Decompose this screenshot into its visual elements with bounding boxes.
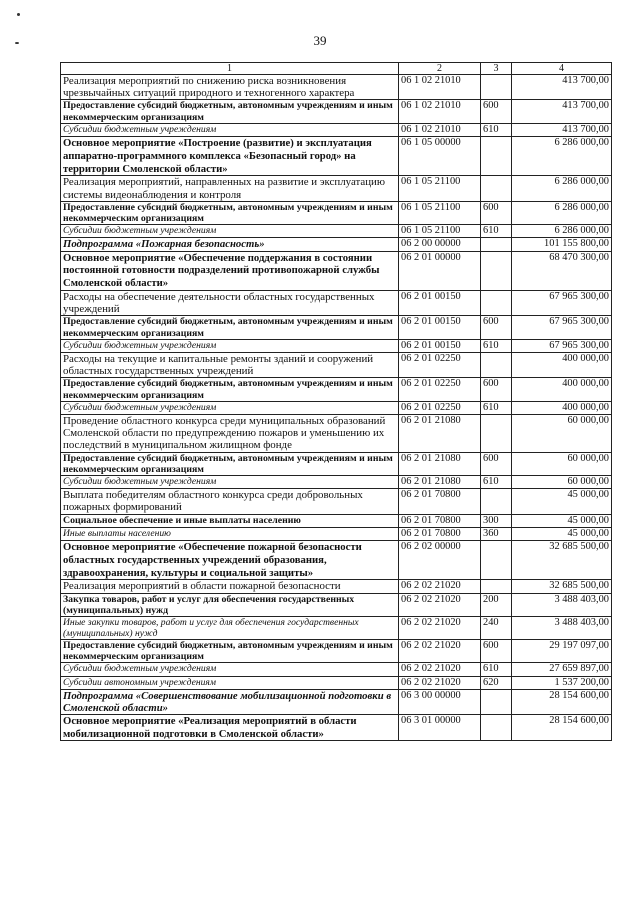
row-sum-cell: 400 000,00 [512,353,612,378]
table-row [61,238,612,251]
row-sum-cell: 6 286 000,00 [512,225,612,238]
table-row [61,452,612,475]
table-row [61,353,612,378]
row-sum-cell: 32 685 500,00 [512,580,612,593]
row-name-cell: Субсидии бюджетным учреждениям [61,663,399,676]
scan-speck [15,42,19,44]
row-code-cell: 06 2 01 00150 [399,291,481,316]
row-code-cell: 06 2 02 21020 [399,663,481,676]
table-row [61,225,612,238]
row-code-cell: 06 2 01 70800 [399,489,481,514]
row-type-cell: 600 [481,640,512,663]
row-name-cell: Субсидии бюджетным учреждениям [61,401,399,414]
row-type-cell: 360 [481,527,512,540]
row-code-cell: 06 2 01 70800 [399,527,481,540]
row-name-cell: Предоставление субсидий бюджетным, автономным учреждениям и иным некоммерческим организациям [61,378,399,401]
row-code-cell: 06 1 05 00000 [399,137,481,176]
row-name-cell: Предоставление субсидий бюджетным, автономным учреждениям и иным некоммерческим организациям [61,316,399,339]
row-code-cell: 06 2 02 21020 [399,676,481,689]
table-row [61,663,612,676]
row-sum-cell: 45 000,00 [512,527,612,540]
row-code-cell: 06 3 00 00000 [399,689,481,714]
row-name-cell: Предоставление субсидий бюджетным, автономным учреждениям и иным некоммерческим организациям [61,452,399,475]
table-row [61,476,612,489]
row-type-cell: 610 [481,225,512,238]
row-sum-cell: 400 000,00 [512,401,612,414]
row-sum-cell: 28 154 600,00 [512,714,612,741]
row-name-cell: Субсидии бюджетным учреждениям [61,225,399,238]
table-row [61,541,612,580]
row-code-cell: 06 2 01 02250 [399,401,481,414]
row-type-cell [481,291,512,316]
column-header-type: 3 [481,63,512,75]
row-name-cell: Расходы на обеспечение деятельности областных государственных учреждений [61,291,399,316]
table-row [61,401,612,414]
row-code-cell: 06 2 02 00000 [399,541,481,580]
row-code-cell: 06 2 02 21020 [399,593,481,616]
row-name-cell: Иные закупки товаров, работ и услуг для обеспечения государственных (муниципальных) нужд [61,617,399,640]
row-code-cell: 06 1 05 21100 [399,201,481,224]
row-name-cell: Основное мероприятие «Построение (развитие) и эксплуатация аппаратно-программного комплекса «Безопасный город» на территории Смоленской области» [61,137,399,176]
row-type-cell: 610 [481,401,512,414]
row-type-cell [481,489,512,514]
row-type-cell: 600 [481,452,512,475]
row-sum-cell: 45 000,00 [512,514,612,527]
row-name-cell: Проведение областного конкурса среди муниципальных образований Смоленской области по предупреждению пожаров и уменьшению их последствий в муниципальном жилищном фонде [61,415,399,453]
row-type-cell: 610 [481,663,512,676]
table-header-row [61,63,612,75]
row-code-cell: 06 2 02 21020 [399,640,481,663]
row-name-cell: Предоставление субсидий бюджетным, автономным учреждениям и иным некоммерческим организациям [61,640,399,663]
table-row [61,201,612,224]
table-row [61,489,612,514]
row-name-cell: Предоставление субсидий бюджетным, автономным учреждениям и иным некоммерческим организациям [61,100,399,123]
row-name-cell: Подпрограмма «Пожарная безопасность» [61,238,399,251]
table-row [61,580,612,593]
row-sum-cell: 67 965 300,00 [512,291,612,316]
row-sum-cell: 413 700,00 [512,100,612,123]
row-code-cell: 06 2 01 02250 [399,353,481,378]
scan-speck [17,13,20,16]
row-type-cell [481,251,512,290]
row-name-cell: Реализация мероприятий, направленных на развитие и эксплуатацию системы видеонаблюдения и контроля [61,176,399,201]
row-name-cell: Основное мероприятие «Обеспечение поддержания в состоянии постоянной готовности подразделений противопожарной службы Смоленской области» [61,251,399,290]
row-sum-cell: 60 000,00 [512,415,612,453]
row-type-cell: 620 [481,676,512,689]
row-code-cell: 06 2 01 00150 [399,316,481,339]
row-name-cell: Иные выплаты населению [61,527,399,540]
row-name-cell: Закупка товаров, работ и услуг для обеспечения государственных (муниципальных) нужд [61,593,399,616]
row-sum-cell: 400 000,00 [512,378,612,401]
table-row [61,378,612,401]
row-type-cell [481,580,512,593]
row-name-cell: Основное мероприятие «Реализация мероприятий в области мобилизационной подготовки в Смоленской области» [61,714,399,741]
row-type-cell: 600 [481,201,512,224]
row-type-cell [481,353,512,378]
row-name-cell: Социальное обеспечение и иные выплаты населению [61,514,399,527]
table-row [61,714,612,741]
row-code-cell: 06 2 00 00000 [399,238,481,251]
table-row [61,593,612,616]
row-code-cell: 06 3 01 00000 [399,714,481,741]
table-row [61,75,612,100]
table-row [61,100,612,123]
row-type-cell [481,689,512,714]
row-sum-cell: 67 965 300,00 [512,316,612,339]
row-code-cell: 06 1 05 21100 [399,176,481,201]
row-type-cell [481,714,512,741]
row-sum-cell: 413 700,00 [512,75,612,100]
row-sum-cell: 32 685 500,00 [512,541,612,580]
row-sum-cell: 60 000,00 [512,476,612,489]
row-type-cell [481,75,512,100]
column-header-sum: 4 [512,63,612,75]
table-row [61,339,612,352]
row-sum-cell: 28 154 600,00 [512,689,612,714]
row-code-cell: 06 1 02 21010 [399,75,481,100]
table-row [61,689,612,714]
row-type-cell: 600 [481,378,512,401]
table-row [61,415,612,453]
table-row [61,137,612,176]
row-type-cell [481,541,512,580]
row-sum-cell: 6 286 000,00 [512,176,612,201]
row-code-cell: 06 2 01 21080 [399,476,481,489]
row-sum-cell: 6 286 000,00 [512,137,612,176]
row-type-cell: 610 [481,339,512,352]
row-sum-cell: 413 700,00 [512,123,612,136]
row-name-cell: Расходы на текущие и капитальные ремонты зданий и сооружений областных государственных учреждений [61,353,399,378]
row-code-cell: 06 2 01 02250 [399,378,481,401]
row-name-cell: Выплата победителям областного конкурса среди добровольных пожарных формирований [61,489,399,514]
column-header-name: 1 [61,63,399,75]
row-sum-cell: 45 000,00 [512,489,612,514]
row-sum-cell: 68 470 300,00 [512,251,612,290]
row-name-cell: Реализация мероприятий по снижению риска возникновения чрезвычайных ситуаций природного и техногенного характера [61,75,399,100]
row-name-cell: Субсидии автономным учреждениям [61,676,399,689]
row-code-cell: 06 2 02 21020 [399,580,481,593]
table-row [61,640,612,663]
row-name-cell: Субсидии бюджетным учреждениям [61,476,399,489]
table-row [61,251,612,290]
row-code-cell: 06 2 01 21080 [399,452,481,475]
row-code-cell: 06 2 01 00150 [399,339,481,352]
row-type-cell: 200 [481,593,512,616]
table-row [61,617,612,640]
row-code-cell: 06 2 01 70800 [399,514,481,527]
table-row [61,291,612,316]
row-sum-cell: 29 197 097,00 [512,640,612,663]
row-sum-cell: 101 155 800,00 [512,238,612,251]
row-sum-cell: 6 286 000,00 [512,201,612,224]
table-row [61,676,612,689]
table-row [61,316,612,339]
row-code-cell: 06 2 02 21020 [399,617,481,640]
page-number: 39 [313,33,327,48]
row-type-cell: 610 [481,476,512,489]
row-sum-cell: 27 659 897,00 [512,663,612,676]
row-sum-cell: 3 488 403,00 [512,593,612,616]
row-type-cell: 240 [481,617,512,640]
row-name-cell: Реализация мероприятий в области пожарной безопасности [61,580,399,593]
row-code-cell: 06 2 01 00000 [399,251,481,290]
row-type-cell [481,176,512,201]
row-type-cell [481,137,512,176]
row-sum-cell: 3 488 403,00 [512,617,612,640]
row-name-cell: Субсидии бюджетным учреждениям [61,339,399,352]
row-type-cell: 600 [481,100,512,123]
row-type-cell: 300 [481,514,512,527]
row-type-cell [481,238,512,251]
budget-table [60,62,612,741]
row-name-cell: Подпрограмма «Совершенствование мобилизационной подготовки в Смоленской области» [61,689,399,714]
row-type-cell [481,415,512,453]
row-sum-cell: 60 000,00 [512,452,612,475]
row-type-cell: 600 [481,316,512,339]
table-row [61,176,612,201]
table-row [61,514,612,527]
row-name-cell: Предоставление субсидий бюджетным, автономным учреждениям и иным некоммерческим организациям [61,201,399,224]
row-code-cell: 06 2 01 21080 [399,415,481,453]
row-code-cell: 06 1 05 21100 [399,225,481,238]
table-row [61,123,612,136]
row-code-cell: 06 1 02 21010 [399,100,481,123]
row-sum-cell: 1 537 200,00 [512,676,612,689]
row-type-cell: 610 [481,123,512,136]
row-code-cell: 06 1 02 21010 [399,123,481,136]
table-row [61,527,612,540]
row-name-cell: Основное мероприятие «Обеспечение пожарной безопасности областных государственных учреждений образования, здравоохранения, культуры и социальной защиты» [61,541,399,580]
row-sum-cell: 67 965 300,00 [512,339,612,352]
column-header-code: 2 [399,63,481,75]
row-name-cell: Субсидии бюджетным учреждениям [61,123,399,136]
